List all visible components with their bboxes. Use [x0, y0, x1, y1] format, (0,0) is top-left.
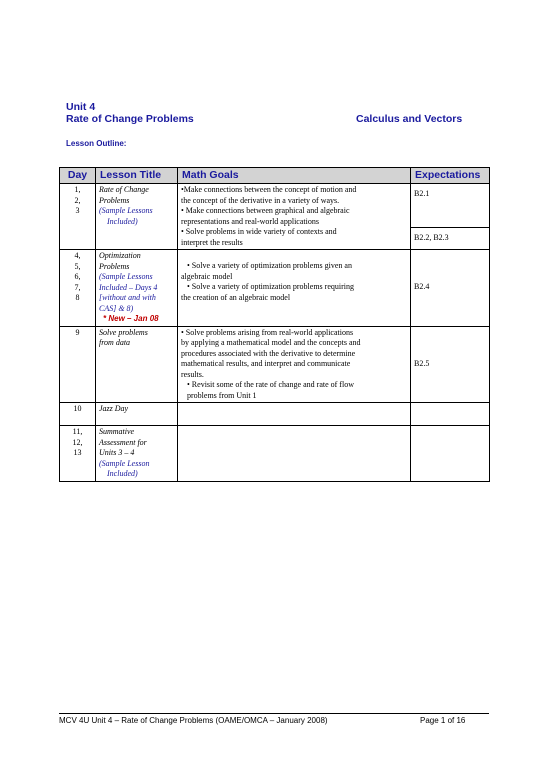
day-text: 6, [74, 272, 81, 281]
sample-lesson-note: [without and with [99, 293, 156, 302]
lesson-title-text: Assessment for [99, 437, 147, 447]
day-text: 2, [74, 195, 81, 205]
table-header-row [60, 168, 490, 184]
day-text: 7, [74, 282, 81, 292]
expectation-code: B2.4 [414, 282, 430, 291]
goal-text: procedures associated with the derivative to determine [181, 348, 356, 358]
day-cell [60, 326, 96, 403]
footer-divider [59, 713, 489, 714]
expectations-cell [411, 250, 490, 327]
lesson-title-text: Solve problems [99, 327, 148, 337]
goal-text: mathematical results, and interpret and communicate [181, 359, 351, 368]
goal-text: the creation of an algebraic model [181, 292, 291, 302]
math-goals-cell [178, 250, 411, 327]
lesson-title-text: Units 3 – 4 [99, 448, 135, 457]
lesson-title-text: from data [99, 338, 131, 347]
lesson-title-cell [96, 426, 178, 482]
goal-text: • Solve problems arising from real-world applications [181, 327, 354, 337]
day-text: 1, [74, 185, 81, 194]
expectations-cell [411, 403, 490, 426]
goal-text: • Make connections between graphical and algebraic [181, 206, 350, 215]
course-name: Calculus and Vectors [356, 113, 463, 125]
goal-text: • Solve a variety of optimization problems given an [187, 261, 352, 270]
goal-text: problems from Unit 1 [187, 390, 257, 400]
day-cell [60, 250, 96, 327]
expectation-code: B2.5 [414, 358, 430, 368]
table-row [60, 250, 490, 327]
header-expectations: Expectations [411, 168, 490, 184]
day-text: 11, [72, 427, 83, 436]
table-row [60, 326, 490, 403]
lesson-outline-table [59, 167, 490, 482]
lesson-title-text: Jazz Day [99, 404, 129, 413]
lesson-title-text: Problems [99, 195, 130, 205]
expectations-cell [411, 326, 490, 403]
header-lesson-title: Lesson Title [96, 168, 178, 184]
expectation-code: B2.1 [414, 189, 430, 198]
day-cell [60, 184, 96, 250]
expectations-cell [411, 227, 490, 250]
goal-text: • Solve problems in wide variety of contexts and [181, 227, 337, 236]
goal-text: •Make connections between the concept of motion and [181, 185, 357, 194]
math-goals-cell [178, 326, 411, 403]
day-text: 4, [74, 251, 81, 260]
sample-lesson-note: Included) [107, 469, 138, 478]
lesson-title-cell [96, 403, 178, 426]
lesson-outline-label: Lesson Outline: [66, 139, 127, 148]
goal-text: representations and real-world applications [181, 216, 319, 226]
page-number: Page 1 of 16 [420, 716, 466, 725]
lesson-title-text: Problems [99, 261, 130, 271]
day-text: 10 [73, 404, 82, 413]
table-row [60, 426, 490, 482]
sample-lesson-note: CAS] & 8) [99, 303, 134, 313]
math-goals-cell [178, 184, 411, 228]
day-text: 13 [73, 448, 82, 457]
day-text: 5, [74, 261, 81, 271]
lesson-title-text: Summative [99, 427, 135, 436]
expectations-cell [411, 426, 490, 482]
footer-course-info: MCV 4U Unit 4 – Rate of Change Problems (OAME/OMCA – January 2008) [59, 716, 328, 725]
header-math-goals: Math Goals [178, 168, 411, 184]
math-goals-cell [178, 227, 411, 250]
goal-text: the concept of the derivative in a variety of ways. [181, 195, 340, 205]
lesson-title-text: Optimization [99, 251, 141, 260]
sample-lesson-note: (Sample Lessons [99, 206, 153, 215]
unit-title: Rate of Change Problems [66, 113, 194, 125]
day-cell [60, 403, 96, 426]
sample-lesson-note: (Sample Lessons [99, 272, 153, 281]
goal-text: interpret the results [181, 237, 243, 247]
goal-text: • Solve a variety of optimization problems requiring [187, 282, 354, 291]
unit-number: Unit 4 [66, 101, 96, 113]
goal-text: by applying a mathematical model and the concepts and [181, 338, 361, 347]
day-text: 8 [75, 293, 80, 302]
goal-text: algebraic model [181, 271, 233, 281]
lesson-title-cell [96, 250, 178, 327]
expectation-code: B2.2, B2.3 [414, 232, 449, 242]
table-row [60, 184, 490, 228]
day-text: 12, [72, 437, 83, 447]
table-row [60, 403, 490, 426]
day-cell [60, 426, 96, 482]
math-goals-cell [178, 426, 411, 482]
day-text: 3 [75, 206, 80, 215]
new-badge: * New – Jan 08 [103, 314, 159, 323]
math-goals-cell [178, 403, 411, 426]
expectations-cell [411, 184, 490, 228]
sample-lesson-note: Included – Days 4 [99, 282, 158, 292]
lesson-title-cell [96, 184, 178, 250]
sample-lesson-note: (Sample Lesson [99, 458, 150, 468]
header-day: Day [60, 168, 96, 184]
goal-text: • Revisit some of the rate of change and rate of flow [187, 380, 354, 389]
sample-lesson-note: Included) [107, 216, 138, 226]
day-text: 9 [75, 327, 80, 337]
goal-text: results. [181, 369, 204, 379]
lesson-title-text: Rate of Change [99, 185, 149, 194]
lesson-title-cell [96, 326, 178, 403]
